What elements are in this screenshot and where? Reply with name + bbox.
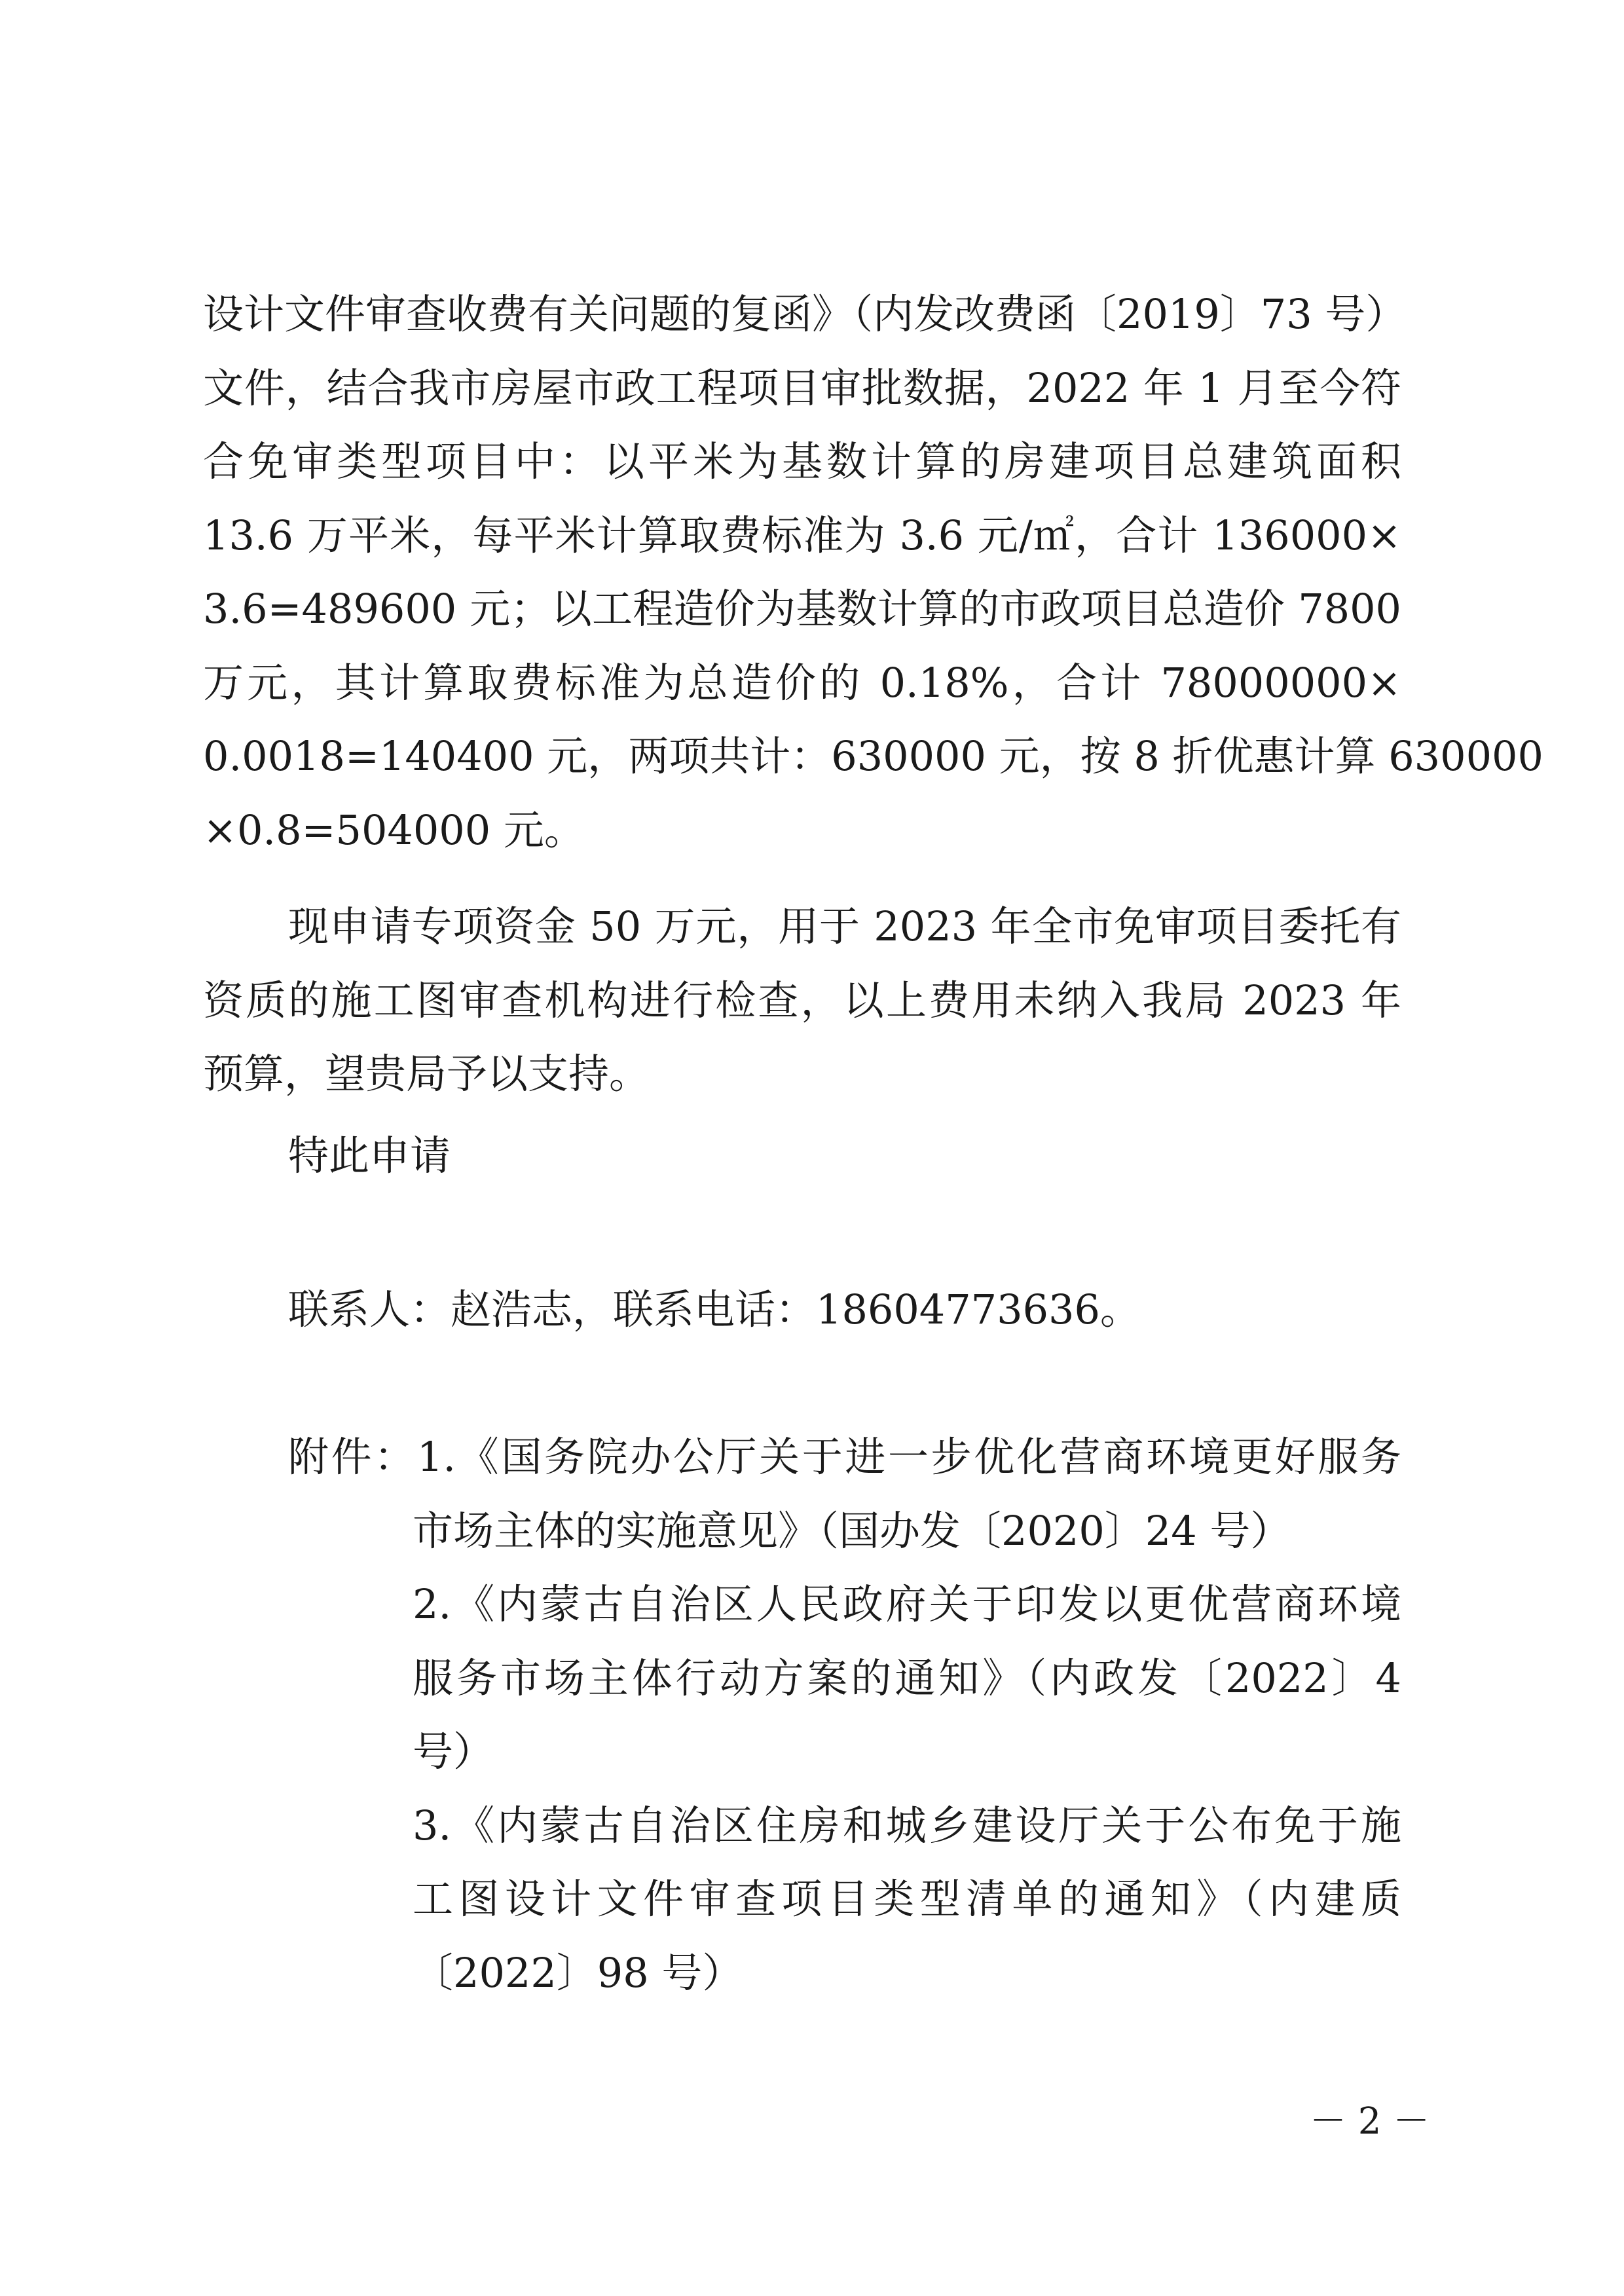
attachment-1-line-2: 市场主体的实施意见》（国办发〔2020〕24 号） bbox=[413, 1507, 1291, 1555]
para1-line-3: 合免审类型项目中：以平米为基数计算的房建项目总建筑面积 bbox=[203, 437, 1401, 485]
para1-line-5: 3.6=489600 元；以工程造价为基数计算的市政项目总造价 7800 bbox=[203, 585, 1401, 633]
attachment-3-line-2: 工图设计文件审查项目类型清单的通知》（内建质 bbox=[413, 1875, 1401, 1923]
attachment-1-line-1: 附件：1.《国务院办公厅关于进一步优化营商环境更好服务 bbox=[288, 1433, 1401, 1481]
para1-line-6: 万元，其计算取费标准为总造价的 0.18%，合计 78000000× bbox=[203, 659, 1401, 707]
attachment-2-line-1: 2.《内蒙古自治区人民政府关于印发以更优营商环境 bbox=[413, 1580, 1401, 1628]
para1-line-2: 文件，结合我市房屋市政工程项目审批数据，2022 年 1 月至今符 bbox=[203, 364, 1401, 412]
attachment-3-line-1: 3.《内蒙古自治区住房和城乡建设厅关于公布免于施 bbox=[413, 1802, 1401, 1849]
para1-line-7: 0.0018=140400 元，两项共计：630000 元，按 8 折优惠计算 630000 bbox=[203, 732, 1543, 780]
para1-line-1: 设计文件审查收费有关问题的复函》（内发改费函〔2019〕73 号） bbox=[203, 290, 1407, 338]
attachment-3-line-3: 〔2022〕98 号） bbox=[413, 1949, 743, 1997]
attachment-2-line-2: 服务市场主体行动方案的通知》（内政发〔2022〕4 bbox=[413, 1654, 1401, 1702]
attachment-2-line-3: 号） bbox=[413, 1728, 494, 1775]
para1-line-4: 13.6 万平米，每平米计算取费标准为 3.6 元/㎡，合计 136000× bbox=[203, 511, 1401, 559]
closing-text: 特此申请 bbox=[288, 1132, 451, 1179]
para2-line-3: 预算，望贵局予以支持。 bbox=[203, 1050, 650, 1098]
para2-line-1: 现申请专项资金 50 万元，用于 2023 年全市免审项目委托有 bbox=[288, 902, 1401, 950]
para2-line-2: 资质的施工图审查机构进行检查，以上费用未纳入我局 2023 年 bbox=[203, 976, 1401, 1024]
page-number: － 2 － bbox=[1310, 2100, 1430, 2143]
contact-info: 联系人：赵浩志，联系电话：18604773636。 bbox=[288, 1286, 1141, 1333]
para1-line-8: ×0.8=504000 元。 bbox=[203, 806, 585, 854]
